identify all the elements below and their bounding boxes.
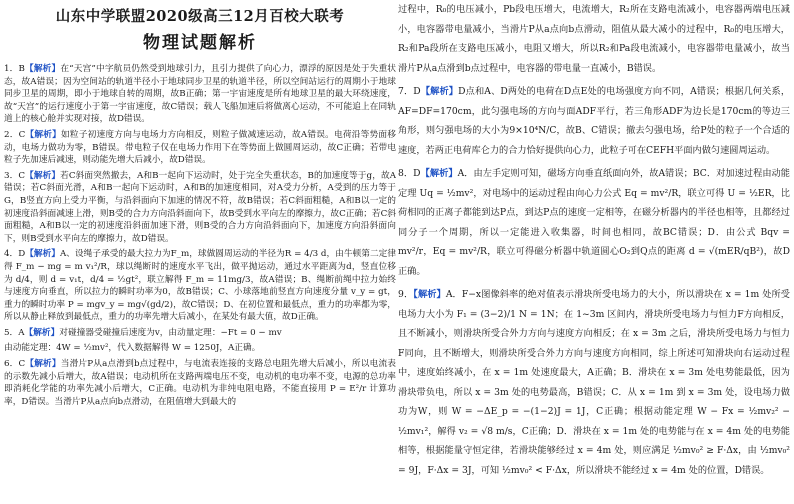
analysis-tag: 【解析】 xyxy=(25,359,61,370)
answer-text: A．F−x图像斜率的绝对值表示滑块所受电场力的大小，所以滑块在 x = 1m 处所受电场力大小为 F₁ = (3−2)/1 N = 1N；在 1~3m 区间内，滑块所受电场力与恒力F方向相反，且不断减小，则滑块所受合外力方向与速度方向相反；在 x = 3m 之后，滑块所受电场力与恒力F同向，且不断增大，则滑块所受合外力方向与速度方向相同，综上所述可知滑块向右运动过程中，速度始终减小，在 x = 1m 处速度最大，A正确；B．滑块在 x = 3m 处电势能最低，因为滑块带负电，所以 x = 3m 处的电势最高，B错误；C．从 x = 1m 到 x = 3m 处，设电场力做功为W，则 W = −ΔE_p = −(1−2)J = 1J，C正确；根据动能定理 W − Fx = ½mv₂² − ½mv₁²，解得 v₂ = √8 m/s，C正确；D．滑块在 x = 1m 处的电势能与在 x = 4m 处的电势能相等，根据能量守恒定律，若滑块能够经过 x = 4m 处，则应满足 ½mv₀² ≥ F·Δx，由 ½mv₀² = 9J，F·Δx = 3J，可知 ½mv₀² < F·Δx，所以滑块不能经过 x = 4m 处的位置，D错误。 xyxy=(398,289,790,476)
answer-number: 9． xyxy=(398,289,414,300)
document-header xyxy=(4,5,396,53)
answer-text: 过程中，R₀的电压减小，Pb段电压增大，电流增大，R₂所在支路电流减小，电容器两端电压减小，电容器带电量减小，当滑片P从a点向b点滑动，阻值从最大减小的过程中，R₀的电压增大，R₂和Pa段所在支路电压减小，电阻又增大，所以R₂和Pa段电流减小，电容器带电量减小，故当滑片P从a点滑到b点过程中，电容器的带电量一直减小，B错误。 xyxy=(398,4,790,74)
document-subtitle: 物理试题解析 xyxy=(143,33,257,53)
analysis-tag: 【解析】 xyxy=(25,129,61,140)
answer-paragraph xyxy=(398,285,790,480)
answer-text: A．由左手定则可知，磁场方向垂直纸面向外，故A错误；BC．对加速过程由动能定理 Uq = ½mv²，对电场中的运动过程由向心力公式 Eq = mv²/R，联立可得 U = ½ER，比荷相同的正离子都能到达P点，到达P点的速度一定相等，在磁分析器内的半径也相等，且都经过同分子一个周期，所以一定能进入收集器，时间也相同，故BC错误；D．由公式 Bqv = mv²/r，Eq = mv²/R，联立可得磁分析器中轨道圆心O₂到Q点的距离 d = √(mER/qB²)，故D正确。 xyxy=(398,168,790,277)
answer-number: 1．B xyxy=(4,64,25,74)
answer-paragraph xyxy=(4,170,396,246)
answer-text: 在“天宫”中字航员仍然受到地球引力，且引力提供了向心力，漂浮的原因是处于失重状态，故A错误；因为空间站的轨道半径小于地球同步卫星的轨道半径，所以空间站运行的周期小于地球同步卫星的周期，即小于地球自转的周期，故B正确；第一宇宙速度是所有地球卫星的最大环绕速度，故“天宫”的运行速度小于第一宇宙速度，故C错误；载人飞船加速后将做离心运动，不可能追上在同轨道上的核心舱并实现对接，故D错误。 xyxy=(4,64,396,125)
answer-text: 如粒子初速度方向与电场力方向相反，则粒子做减速运动，故A错误。电荷沿等势面移动，电场力做功为零，B错误。带电粒子仅在电场力作用下在等势面上做圆周运动，故C正确；若带电粒子先加速后减速，则动能先增大后减小，故D错误。 xyxy=(4,129,396,166)
left-answers xyxy=(4,63,396,408)
answer-text: 若C斜面突然撤去，A和B一起向下运动时，处于完全失重状态，B的加速度等于g，故A错误；若C斜面光滑，A和B一起向下运动时，A和B的加速度相同，对A受力分析，A受到的压力等于G，B竖直方向上受力平衡，与沿斜面向下加速的情况不符，故B错误；若C斜面粗糙，A和B以一定的初速度沿斜面减速上滑，则B受的合力方向沿斜面向下，故B受到水平向左的摩擦力，故C正确；若C斜面粗糙，A和B以一定的初速度沿斜面加速下滑，则B受的合力方向沿斜面向下，加速度方向沿斜面向下，则B受到水平向左的摩擦力，故D错误。 xyxy=(4,170,396,244)
left-column xyxy=(4,0,396,504)
document-title: 山东中学联盟2020级高三12月百校大联考 xyxy=(55,8,345,25)
right-answers xyxy=(398,0,790,480)
answer-paragraph xyxy=(398,164,790,281)
analysis-tag: 【解析】 xyxy=(420,86,459,97)
answer-text: 由动能定理：4W = ½mv²，代入数据解得 W = 1250J，A正确。 xyxy=(4,343,261,354)
answer-number: 8．D xyxy=(398,168,421,179)
right-column xyxy=(398,0,790,504)
answer-text: 对碰撞器受碰撞后速度为v，由动量定理：−Ft = 0 − mv xyxy=(59,327,282,338)
analysis-tag: 【解析】 xyxy=(24,327,60,338)
analysis-tag: 【解析】 xyxy=(420,168,458,179)
answer-paragraph xyxy=(4,358,396,408)
answer-paragraph xyxy=(4,129,396,167)
answer-text: 当滑片P从a点滑到b点过程中，与电流表连接的支路总电阻先增大后减小，所以电流表的示数先减小后增大，故A错误；电动机所在支路两端电压不变，电动机的电功率不变，电源的总功率即消耗化学能的功率先减小后增大，C正确。电动机为非纯电阻电路，不能直接用 P = E²/r 计算功率，D错误。当滑片P从a点向b点滑动，在阻值增大到最大的 xyxy=(4,359,396,407)
answer-number: 2．C xyxy=(4,129,26,140)
answer-paragraph xyxy=(4,327,396,340)
analysis-tag: 【解析】 xyxy=(24,64,61,74)
answer-paragraph xyxy=(4,248,396,324)
answer-paragraph xyxy=(398,82,790,160)
analysis-tag: 【解析】 xyxy=(413,289,446,300)
answer-paragraph xyxy=(4,342,396,355)
answer-number: 3．C xyxy=(4,170,26,181)
answer-paragraph xyxy=(4,63,396,126)
answer-number: 6．C xyxy=(4,359,26,370)
answer-number: 4．D xyxy=(4,249,26,260)
answer-text: A、设绳子承受的最大拉力为F_m，球做圆周运动的半径为R = 4/3 d，由牛顿第二定律得 F_m − mg = m v₁²/R，球以绳断时的速度水平飞出，做平抛运动，通过水平距离为d，竖直位移为 d/4，则 d = v₁t，d/4 = ½gt²，联立解得 F_m = 11mg/3，故A错误；B、绳断前绳中拉力始终与速度方向垂直，所以拉力的瞬时功率为0，故B错误；C、小球落地前竖直方向速度分量 v_y = gt，重力的瞬时功率 P = mgv_y = mg√(gd/2)，故C错误；D、在初位置和最低点，重力的功率都为零，所以从静止释放到最低点，重力的功率先增大后减小，在某处有最大值，故D正确。 xyxy=(4,249,396,323)
analysis-tag: 【解析】 xyxy=(25,170,61,181)
analysis-tag: 【解析】 xyxy=(25,249,60,260)
answer-number: 5．A xyxy=(4,327,25,338)
answer-text: D点和A、D两处的电荷在D点E处的电场强度方向不同，A错误；根据几何关系，AF=DF=170cm，此匀强电场的方向与面ADF平行，若三角形ADF为边长是170cm的等边三角形，则匀强电场的大小为9×10⁴N/C，故B、C错误；撤去匀强电场，给P处的粒子一个合适的速度，若两正电荷库仑力的合力恰好提供向心力，此粒子可在CEFH平面内做匀速圆周运动。 xyxy=(398,86,790,156)
answer-paragraph xyxy=(398,0,790,78)
answer-number: 7．D xyxy=(398,86,421,97)
